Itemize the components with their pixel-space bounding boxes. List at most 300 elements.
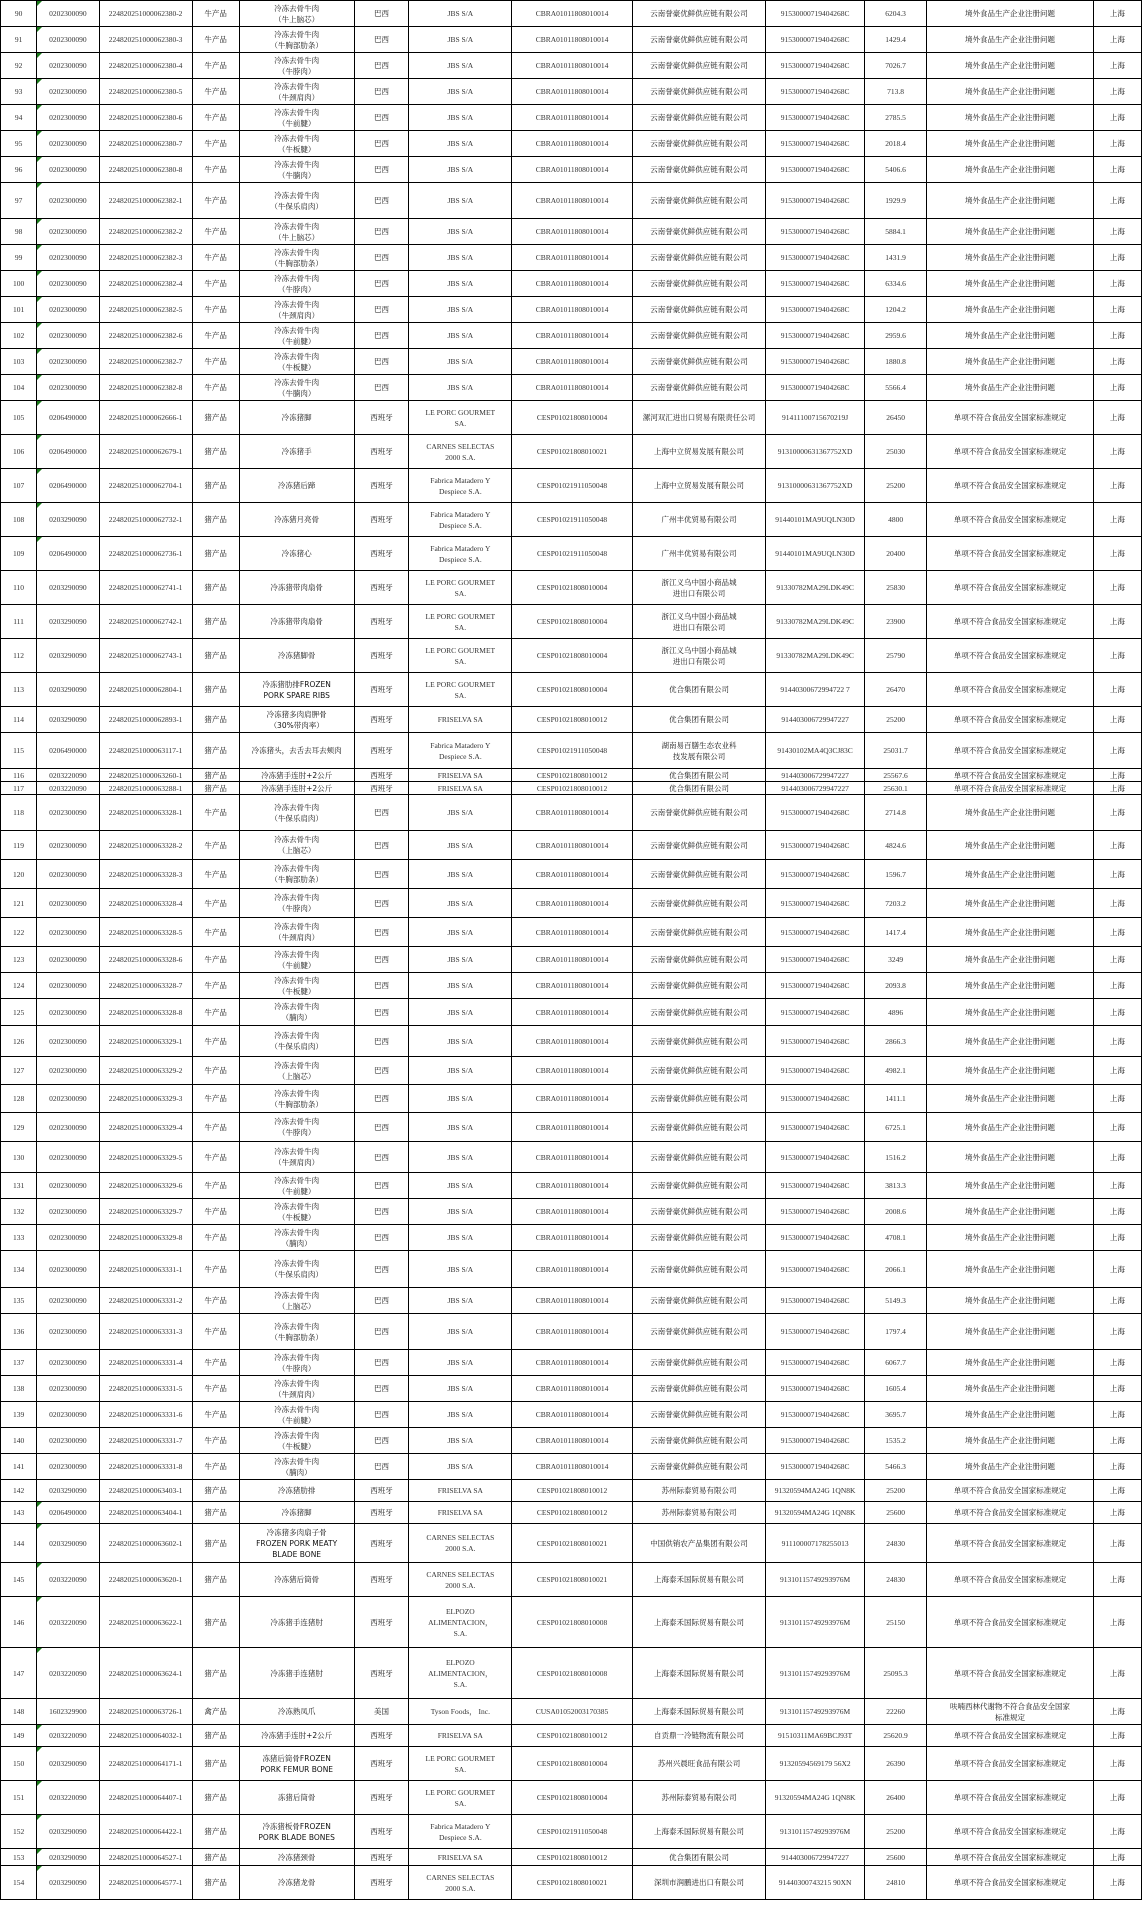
origin-country-cell: 巴西 (354, 1376, 409, 1402)
importer-cell: 苏州际泰贸易有限公司 (632, 1480, 766, 1502)
registration-number-cell: CESP01021808010021 (512, 1524, 632, 1563)
registration-number-cell: CESP01021808010012 (512, 782, 632, 795)
manufacturer-cell: JBS S/A (409, 1, 512, 27)
origin-country-cell: 西班牙 (354, 1480, 409, 1502)
manufacturer-cell: JBS S/A (409, 973, 512, 999)
port-cell: 上海 (1093, 1597, 1141, 1648)
manufacturer-cell: LE PORC GOURMET SA. (409, 571, 512, 605)
product-name-cell: 冷冻去骨牛肉 （牛板腱） (239, 1199, 354, 1225)
product-category-cell: 牛产品 (192, 1402, 239, 1428)
manufacturer-cell: Tyson Foods， Inc. (409, 1699, 512, 1725)
table-row (1, 1376, 1142, 1402)
table-row (1, 1, 1142, 27)
port-cell: 上海 (1093, 1815, 1141, 1849)
product-name-cell: 冷冻去骨牛肉 （牛胸部肋条） (239, 860, 354, 889)
rejection-reason-cell: 单项不符合食品安全国家标准规定 (927, 1747, 1093, 1781)
declaration-number-cell: 224820251000062382-8 (99, 375, 192, 401)
importer-cell: 云南誉豪优鲜供应链有限公司 (632, 973, 766, 999)
port-cell: 上海 (1093, 571, 1141, 605)
registration-number-cell: CESP01021808010004 (512, 605, 632, 639)
importer-cell: 云南誉豪优鲜供应链有限公司 (632, 1376, 766, 1402)
product-name-cell: 冷冻猪后筒骨 (239, 1563, 354, 1597)
registration-number-cell: CESP01021911050048 (512, 469, 632, 503)
hs-code-cell: 0203290090 (37, 707, 99, 733)
table-row (1, 271, 1142, 297)
table-row (1, 1288, 1142, 1314)
manufacturer-cell: LE PORC GOURMET SA. (409, 605, 512, 639)
product-name-cell: 冷冻去骨牛肉 （腩肉） (239, 999, 354, 1026)
product-category-cell: 牛产品 (192, 1314, 239, 1350)
rejection-reason-cell: 单项不符合食品安全国家标准规定 (927, 1648, 1093, 1699)
rejection-reason-cell: 境外食品生产企业注册问题 (927, 918, 1093, 947)
rejection-reason-cell: 境外食品生产企业注册问题 (927, 1251, 1093, 1288)
port-cell: 上海 (1093, 183, 1141, 219)
hs-code-cell: 0202300090 (37, 1173, 99, 1199)
importer-cell: 云南誉豪优鲜供应链有限公司 (632, 105, 766, 131)
rejection-reason-cell: 单项不符合食品安全国家标准规定 (927, 733, 1093, 769)
origin-country-cell: 巴西 (354, 1454, 409, 1480)
row-number-cell: 128 (1, 1085, 37, 1113)
product-category-cell: 牛产品 (192, 245, 239, 271)
origin-country-cell: 巴西 (354, 999, 409, 1026)
product-name-cell: 冷冻猪手连肘+2公斤 (239, 769, 354, 782)
product-category-cell: 牛产品 (192, 795, 239, 831)
product-category-cell: 猪产品 (192, 1815, 239, 1849)
hs-code-cell: 0202300090 (37, 918, 99, 947)
port-cell: 上海 (1093, 1, 1141, 27)
declaration-number-cell: 224820251000062743-1 (99, 639, 192, 673)
declaration-number-cell: 224820251000062380-6 (99, 105, 192, 131)
importer-code-cell: 91440101MA9UQLN30D (766, 537, 865, 571)
rejection-reason-cell: 单项不符合食品安全国家标准规定 (927, 673, 1093, 707)
manufacturer-cell: Fabrica Matadero Y Despiece S.A. (409, 469, 512, 503)
row-number-cell: 111 (1, 605, 37, 639)
hs-code-cell: 0202300090 (37, 973, 99, 999)
product-name-cell: 冷冻去骨牛肉 （牛前腱） (239, 105, 354, 131)
origin-country-cell: 西班牙 (354, 782, 409, 795)
importer-cell: 深圳市润鹏进出口有限公司 (632, 1866, 766, 1900)
product-name-cell: 冷冻猪颈骨 (239, 1849, 354, 1866)
registration-number-cell: CBRA01011808010014 (512, 1314, 632, 1350)
port-cell: 上海 (1093, 435, 1141, 469)
product-category-cell: 牛产品 (192, 1113, 239, 1142)
weight-cell: 4708.1 (864, 1225, 926, 1251)
row-number-cell: 101 (1, 297, 37, 323)
row-number-cell: 94 (1, 105, 37, 131)
registration-number-cell: CBRA01011808010014 (512, 1225, 632, 1251)
manufacturer-cell: LE PORC GOURMET SA. (409, 401, 512, 435)
weight-cell: 5466.3 (864, 1454, 926, 1480)
importer-code-cell: 91530000719404268C (766, 1251, 865, 1288)
registration-number-cell: CBRA01011808010014 (512, 1376, 632, 1402)
port-cell: 上海 (1093, 1563, 1141, 1597)
weight-cell: 2066.1 (864, 1251, 926, 1288)
table-row (1, 605, 1142, 639)
registration-number-cell: CESP01021911050048 (512, 537, 632, 571)
rejection-reason-cell: 单项不符合食品安全国家标准规定 (927, 1866, 1093, 1900)
product-name-cell: 冷冻去骨牛肉 （上脑芯） (239, 831, 354, 860)
table-row (1, 1563, 1142, 1597)
weight-cell: 22260 (864, 1699, 926, 1725)
product-category-cell: 猪产品 (192, 435, 239, 469)
importer-cell: 优合集团有限公司 (632, 673, 766, 707)
hs-code-cell: 0202300090 (37, 795, 99, 831)
weight-cell: 4800 (864, 503, 926, 537)
product-category-cell: 牛产品 (192, 1199, 239, 1225)
port-cell: 上海 (1093, 537, 1141, 571)
hs-code-cell: 0203290090 (37, 639, 99, 673)
hs-code-cell: 0202300090 (37, 1085, 99, 1113)
registration-number-cell: CESP01021808010021 (512, 435, 632, 469)
weight-cell: 25600 (864, 1502, 926, 1524)
product-category-cell: 猪产品 (192, 673, 239, 707)
table-row (1, 769, 1142, 782)
row-number-cell: 132 (1, 1199, 37, 1225)
port-cell: 上海 (1093, 918, 1141, 947)
origin-country-cell: 西班牙 (354, 503, 409, 537)
table-row (1, 1699, 1142, 1725)
weight-cell: 25031.7 (864, 733, 926, 769)
row-number-cell: 91 (1, 27, 37, 53)
port-cell: 上海 (1093, 1725, 1141, 1747)
rejection-reason-cell: 单项不符合食品安全国家标准规定 (927, 435, 1093, 469)
port-cell: 上海 (1093, 349, 1141, 375)
table-row (1, 639, 1142, 673)
port-cell: 上海 (1093, 1113, 1141, 1142)
row-number-cell: 97 (1, 183, 37, 219)
product-name-cell: 冷冻猪头，去舌去耳去颊肉 (239, 733, 354, 769)
row-number-cell: 125 (1, 999, 37, 1026)
origin-country-cell: 西班牙 (354, 1648, 409, 1699)
product-category-cell: 牛产品 (192, 860, 239, 889)
declaration-number-cell: 224820251000063329-2 (99, 1057, 192, 1085)
row-number-cell: 118 (1, 795, 37, 831)
declaration-number-cell: 224820251000063328-6 (99, 947, 192, 973)
declaration-number-cell: 224820251000062382-5 (99, 297, 192, 323)
product-category-cell: 猪产品 (192, 1563, 239, 1597)
hs-code-cell: 0202300090 (37, 1428, 99, 1454)
product-category-cell: 猪产品 (192, 1781, 239, 1815)
weight-cell: 1929.9 (864, 183, 926, 219)
importer-cell: 漯河双汇进出口贸易有限责任公司 (632, 401, 766, 435)
declaration-number-cell: 224820251000062736-1 (99, 537, 192, 571)
hs-code-cell: 0202300090 (37, 131, 99, 157)
row-number-cell: 135 (1, 1288, 37, 1314)
product-category-cell: 牛产品 (192, 999, 239, 1026)
registration-number-cell: CBRA01011808010014 (512, 1251, 632, 1288)
table-row (1, 79, 1142, 105)
importer-code-cell: 91320594MA24G 1QN8K (766, 1502, 865, 1524)
product-name-cell: 冷冻去骨牛肉 （牛脖肉） (239, 1113, 354, 1142)
table-row (1, 673, 1142, 707)
product-name-cell: 冷冻去骨牛肉 （牛前腱） (239, 947, 354, 973)
importer-code-cell: 91530000719404268C (766, 918, 865, 947)
port-cell: 上海 (1093, 1288, 1141, 1314)
port-cell: 上海 (1093, 795, 1141, 831)
weight-cell: 1204.2 (864, 297, 926, 323)
manufacturer-cell: CARNES SELECTAS 2000 S.A. (409, 1866, 512, 1900)
product-name-cell: 冷冻去骨牛肉 （牛板腱） (239, 131, 354, 157)
rejection-reason-cell: 单项不符合食品安全国家标准规定 (927, 1725, 1093, 1747)
origin-country-cell: 西班牙 (354, 1866, 409, 1900)
rejection-reason-cell: 单项不符合食品安全国家标准规定 (927, 1781, 1093, 1815)
registration-number-cell: CBRA01011808010014 (512, 271, 632, 297)
registration-number-cell: CBRA01011808010014 (512, 183, 632, 219)
importer-code-cell: 91530000719404268C (766, 947, 865, 973)
weight-cell: 2008.6 (864, 1199, 926, 1225)
origin-country-cell: 巴西 (354, 297, 409, 323)
origin-country-cell: 巴西 (354, 1085, 409, 1113)
manufacturer-cell: JBS S/A (409, 219, 512, 245)
table-row (1, 1747, 1142, 1781)
weight-cell: 6725.1 (864, 1113, 926, 1142)
table-row (1, 1480, 1142, 1502)
rejection-reason-cell: 境外食品生产企业注册问题 (927, 1402, 1093, 1428)
hs-code-cell: 0202300090 (37, 1454, 99, 1480)
rejection-reason-cell: 境外食品生产企业注册问题 (927, 1113, 1093, 1142)
row-number-cell: 90 (1, 1, 37, 27)
table-row (1, 999, 1142, 1026)
weight-cell: 1516.2 (864, 1142, 926, 1173)
origin-country-cell: 巴西 (354, 157, 409, 183)
hs-code-cell: 0202300090 (37, 27, 99, 53)
origin-country-cell: 西班牙 (354, 469, 409, 503)
importer-cell: 云南誉豪优鲜供应链有限公司 (632, 999, 766, 1026)
manufacturer-cell: JBS S/A (409, 1288, 512, 1314)
product-name-cell: 冷冻猪脚 (239, 401, 354, 435)
weight-cell: 5884.1 (864, 219, 926, 245)
port-cell: 上海 (1093, 1350, 1141, 1376)
table-row (1, 245, 1142, 271)
importer-cell: 云南誉豪优鲜供应链有限公司 (632, 157, 766, 183)
origin-country-cell: 巴西 (354, 1, 409, 27)
importer-code-cell: 91310000631367752XD (766, 469, 865, 503)
table-row (1, 1251, 1142, 1288)
product-category-cell: 牛产品 (192, 1142, 239, 1173)
importer-cell: 云南誉豪优鲜供应链有限公司 (632, 1225, 766, 1251)
origin-country-cell: 西班牙 (354, 733, 409, 769)
importer-cell: 优合集团有限公司 (632, 1849, 766, 1866)
importer-cell: 上海泰禾国际贸易有限公司 (632, 1597, 766, 1648)
manufacturer-cell: JBS S/A (409, 1251, 512, 1288)
origin-country-cell: 巴西 (354, 219, 409, 245)
rejection-reason-cell: 境外食品生产企业注册问题 (927, 1173, 1093, 1199)
declaration-number-cell: 224820251000062380-2 (99, 1, 192, 27)
importer-cell: 上海泰禾国际贸易有限公司 (632, 1648, 766, 1699)
product-name-cell: 冷冻去骨牛肉 （牛颈肩肉） (239, 297, 354, 323)
manufacturer-cell: JBS S/A (409, 105, 512, 131)
rejection-reason-cell: 境外食品生产企业注册问题 (927, 1026, 1093, 1057)
registration-number-cell: CBRA01011808010014 (512, 795, 632, 831)
weight-cell: 4896 (864, 999, 926, 1026)
product-category-cell: 猪产品 (192, 733, 239, 769)
importer-code-cell: 91310115749293976M (766, 1648, 865, 1699)
manufacturer-cell: JBS S/A (409, 271, 512, 297)
weight-cell: 2785.5 (864, 105, 926, 131)
port-cell: 上海 (1093, 469, 1141, 503)
hs-code-cell: 0206490000 (37, 469, 99, 503)
declaration-number-cell: 224820251000063117-1 (99, 733, 192, 769)
weight-cell: 7203.2 (864, 889, 926, 918)
declaration-number-cell: 224820251000062382-3 (99, 245, 192, 271)
product-category-cell: 牛产品 (192, 1251, 239, 1288)
row-number-cell: 92 (1, 53, 37, 79)
weight-cell: 1880.8 (864, 349, 926, 375)
weight-cell: 713.8 (864, 79, 926, 105)
hs-code-cell: 0202300090 (37, 271, 99, 297)
registration-number-cell: CESP01021808010012 (512, 1502, 632, 1524)
rejection-reason-cell: 境外食品生产企业注册问题 (927, 271, 1093, 297)
product-name-cell: 冷冻猪手连肘+2公斤 (239, 1725, 354, 1747)
product-category-cell: 牛产品 (192, 53, 239, 79)
product-category-cell: 猪产品 (192, 1524, 239, 1563)
port-cell: 上海 (1093, 1747, 1141, 1781)
table-row (1, 131, 1142, 157)
table-row (1, 401, 1142, 435)
product-category-cell: 牛产品 (192, 889, 239, 918)
declaration-number-cell: 224820251000062382-2 (99, 219, 192, 245)
weight-cell: 26450 (864, 401, 926, 435)
product-category-cell: 牛产品 (192, 1057, 239, 1085)
product-name-cell: 冷冻去骨牛肉 （牛板腱） (239, 349, 354, 375)
origin-country-cell: 西班牙 (354, 1747, 409, 1781)
registration-number-cell: CBRA01011808010014 (512, 27, 632, 53)
rejection-reason-cell: 单项不符合食品安全国家标准规定 (927, 1502, 1093, 1524)
importer-cell: 云南誉豪优鲜供应链有限公司 (632, 219, 766, 245)
table-row (1, 53, 1142, 79)
origin-country-cell: 巴西 (354, 1199, 409, 1225)
origin-country-cell: 西班牙 (354, 673, 409, 707)
declaration-number-cell: 224820251000063331-4 (99, 1350, 192, 1376)
importer-cell: 云南誉豪优鲜供应链有限公司 (632, 889, 766, 918)
importer-code-cell: 91310000631367752XD (766, 435, 865, 469)
importer-code-cell: 91530000719404268C (766, 1454, 865, 1480)
origin-country-cell: 西班牙 (354, 1781, 409, 1815)
table-row (1, 105, 1142, 131)
registration-number-cell: CBRA01011808010014 (512, 157, 632, 183)
rejection-reason-cell: 境外食品生产企业注册问题 (927, 889, 1093, 918)
table-row (1, 1085, 1142, 1113)
importer-code-cell: 91530000719404268C (766, 79, 865, 105)
product-category-cell: 猪产品 (192, 469, 239, 503)
rejection-reason-cell: 单项不符合食品安全国家标准规定 (927, 1849, 1093, 1866)
table-row (1, 1350, 1142, 1376)
product-name-cell: 冷冻猪脚骨 (239, 639, 354, 673)
port-cell: 上海 (1093, 733, 1141, 769)
row-number-cell: 119 (1, 831, 37, 860)
origin-country-cell: 西班牙 (354, 1597, 409, 1648)
importer-code-cell: 914403006729947227 (766, 707, 865, 733)
importer-cell: 浙江义乌中国小商品城 进出口有限公司 (632, 605, 766, 639)
importer-cell: 广州丰优贸易有限公司 (632, 503, 766, 537)
registration-number-cell: CBRA01011808010014 (512, 1288, 632, 1314)
registration-number-cell: CBRA01011808010014 (512, 1428, 632, 1454)
manufacturer-cell: FRISELVA SA (409, 1849, 512, 1866)
origin-country-cell: 西班牙 (354, 769, 409, 782)
registration-number-cell: CBRA01011808010014 (512, 1402, 632, 1428)
origin-country-cell: 西班牙 (354, 1725, 409, 1747)
weight-cell: 2714.8 (864, 795, 926, 831)
hs-code-cell: 0202300090 (37, 349, 99, 375)
registration-number-cell: CBRA01011808010014 (512, 1454, 632, 1480)
product-category-cell: 牛产品 (192, 323, 239, 349)
product-category-cell: 牛产品 (192, 947, 239, 973)
table-row (1, 1199, 1142, 1225)
product-category-cell: 牛产品 (192, 1026, 239, 1057)
hs-code-cell: 0202300090 (37, 860, 99, 889)
port-cell: 上海 (1093, 297, 1141, 323)
table-row (1, 469, 1142, 503)
manufacturer-cell: JBS S/A (409, 183, 512, 219)
declaration-number-cell: 224820251000064407-1 (99, 1781, 192, 1815)
table-row (1, 918, 1142, 947)
row-number-cell: 126 (1, 1026, 37, 1057)
declaration-number-cell: 224820251000063726-1 (99, 1699, 192, 1725)
weight-cell: 1596.7 (864, 860, 926, 889)
product-category-cell: 牛产品 (192, 918, 239, 947)
hs-code-cell: 0203290090 (37, 503, 99, 537)
origin-country-cell: 巴西 (354, 1350, 409, 1376)
declaration-number-cell: 224820251000064527-1 (99, 1849, 192, 1866)
hs-code-cell: 0202300090 (37, 947, 99, 973)
importer-cell: 云南誉豪优鲜供应链有限公司 (632, 53, 766, 79)
product-name-cell: 冷冻去骨牛肉 （牛保乐肩肉） (239, 183, 354, 219)
registration-number-cell: CBRA01011808010014 (512, 947, 632, 973)
port-cell: 上海 (1093, 1428, 1141, 1454)
importer-cell: 云南誉豪优鲜供应链有限公司 (632, 795, 766, 831)
product-name-cell: 冷冻去骨牛肉 （腩肉） (239, 1454, 354, 1480)
manufacturer-cell: ELPOZO ALIMENTACION， S.A. (409, 1648, 512, 1699)
origin-country-cell: 巴西 (354, 1142, 409, 1173)
port-cell: 上海 (1093, 673, 1141, 707)
rejection-reason-cell: 境外食品生产企业注册问题 (927, 1288, 1093, 1314)
row-number-cell: 148 (1, 1699, 37, 1725)
row-number-cell: 102 (1, 323, 37, 349)
declaration-number-cell: 224820251000063620-1 (99, 1563, 192, 1597)
port-cell: 上海 (1093, 999, 1141, 1026)
weight-cell: 1429.4 (864, 27, 926, 53)
rejection-reason-cell: 境外食品生产企业注册问题 (927, 947, 1093, 973)
product-name-cell: 冷冻去骨牛肉 （牛板腱） (239, 1428, 354, 1454)
manufacturer-cell: FRISELVA SA (409, 1480, 512, 1502)
manufacturer-cell: JBS S/A (409, 1454, 512, 1480)
table-row (1, 1781, 1142, 1815)
table-row (1, 219, 1142, 245)
hs-code-cell: 0203220090 (37, 1725, 99, 1747)
hs-code-cell: 0202300090 (37, 183, 99, 219)
origin-country-cell: 巴西 (354, 1057, 409, 1085)
product-category-cell: 牛产品 (192, 131, 239, 157)
origin-country-cell: 巴西 (354, 1026, 409, 1057)
row-number-cell: 113 (1, 673, 37, 707)
port-cell: 上海 (1093, 1314, 1141, 1350)
manufacturer-cell: FRISELVA SA (409, 1502, 512, 1524)
product-category-cell: 牛产品 (192, 271, 239, 297)
weight-cell: 25830 (864, 571, 926, 605)
declaration-number-cell: 224820251000062742-1 (99, 605, 192, 639)
product-name-cell: 冷冻去骨牛肉 （上脑芯） (239, 1288, 354, 1314)
weight-cell: 3695.7 (864, 1402, 926, 1428)
product-name-cell: 冷冻去骨牛肉 （牛脖肉） (239, 271, 354, 297)
row-number-cell: 151 (1, 1781, 37, 1815)
declaration-number-cell: 224820251000063602-1 (99, 1524, 192, 1563)
hs-code-cell: 0202300090 (37, 1, 99, 27)
registration-number-cell: CBRA01011808010014 (512, 1113, 632, 1142)
rejection-reason-cell: 境外食品生产企业注册问题 (927, 157, 1093, 183)
rejection-reason-cell: 境外食品生产企业注册问题 (927, 27, 1093, 53)
product-name-cell: 冷冻去骨牛肉 （牛腩肉） (239, 157, 354, 183)
weight-cell: 25200 (864, 1480, 926, 1502)
